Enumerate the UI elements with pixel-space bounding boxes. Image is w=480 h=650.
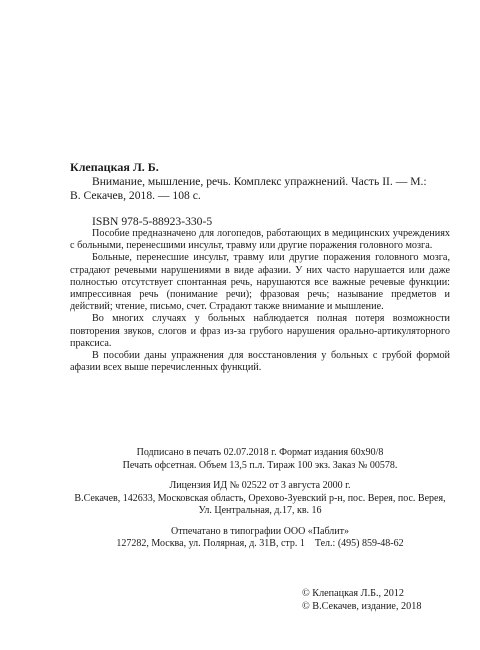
license: Лицензия ИД № 02522 от 3 августа 2000 г. (169, 480, 351, 491)
copyright-publisher: © В.Секачев, издание, 2018 (302, 600, 422, 612)
printer-address: 127282, Москва, ул. Полярная, д. 31В, стр. 1 Тел.: (495) 859-48-62 (116, 538, 404, 549)
publisher-address-line1: В.Секачев, 142633, Московская область, Орехово-Зуевский р-н, пос. Верея, пос. Верея, (74, 492, 446, 504)
abstract-paragraph-4: В пособии даны упражнения для восстановления у больных с грубой формой афазии всех выше перечисленных функций. (70, 350, 450, 374)
book-title-line2: В. Секачев, 2018. — 108 с. (70, 189, 201, 202)
catalog-record (70, 159, 450, 229)
copyright (302, 588, 421, 613)
print-details: Печать офсетная. Объем 13,5 п.л. Тираж 100 экз. Заказ № 00578. (122, 459, 398, 471)
signed-to-print: Подписано в печать 02.07.2018 г. Формат издания 60х90/8 (136, 447, 384, 458)
book-title-line1: Внимание, мышление, речь. Комплекс упражнений. Часть II. — М.: (92, 175, 427, 188)
abstract-paragraph-2: Больные, перенесшие инсульт, травму или другие поражения головного мозга, страдают речевыми нарушениями в виде афазии. У них часто нарушается или даже полностью отсутствует спонтанная речь, нарушаются все важные речевые функции: импрессивная речь (понимание речи); фразовая речь; называние предметов и действий; чтение, письмо, счет. Страдают также внимание и мышление. (70, 252, 450, 313)
author-name: Клепацкая Л. Б. (70, 160, 159, 174)
isbn: ISBN 978-5-88923-330-5 (92, 215, 213, 228)
imprint (60, 447, 460, 551)
printed-by: Отпечатано в типографии ООО «Паблит» (170, 525, 350, 537)
abstract-paragraph-1: Пособие предназначено для логопедов, работающих в медицинских учреждениях с больными, перенесшими инсульт, травму или другие поражения головного мозга. (70, 228, 450, 252)
copyright-author: © Клепацкая Л.Б., 2012 (302, 588, 404, 599)
abstract (70, 228, 450, 374)
publisher-address-line2: Ул. Центральная, д.17, кв. 16 (198, 505, 322, 516)
abstract-paragraph-3: Во многих случаях у больных наблюдается полная потеря возможности повторения звуков, слогов и фраз из-за грубого нарушения орально-артикуляторного праксиса. (70, 313, 450, 349)
